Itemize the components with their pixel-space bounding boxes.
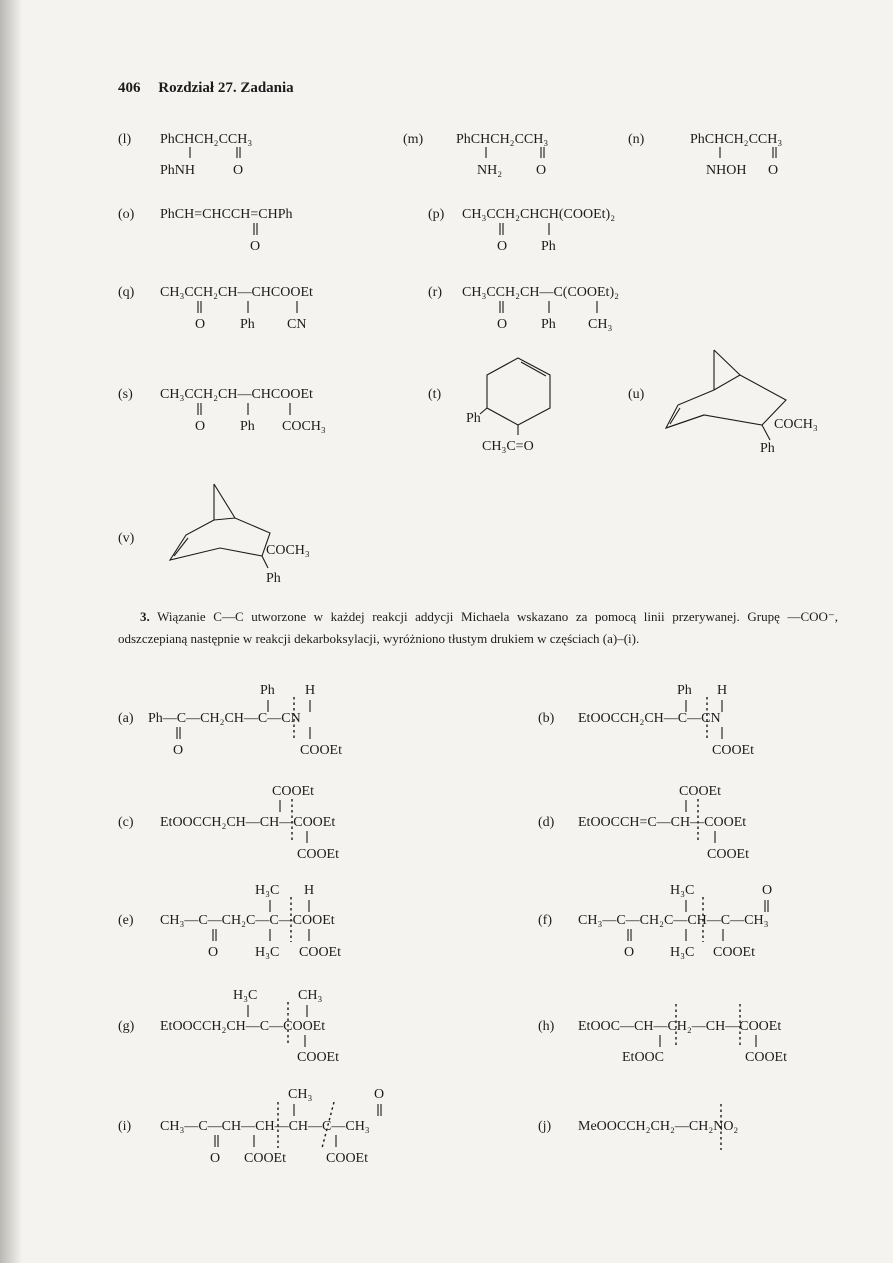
formula-3g-main: EtOOCCH₂CH—C—COOEt	[160, 1019, 326, 1034]
label-3h: (h)	[538, 1019, 555, 1034]
label-s: (s)	[118, 387, 133, 402]
formula-3a-sub: O	[173, 743, 184, 758]
formula-p-main: CH₃CCH₂CHCH(COOEt)₂	[462, 207, 616, 222]
formula-v	[118, 484, 310, 586]
formula-s-main: CH₃CCH₂CH—CHCOOEt	[160, 387, 313, 402]
formula-3d	[538, 784, 749, 862]
formula-3g-top: H₃C	[233, 988, 258, 1003]
formula-v-sub: COCH₃	[266, 543, 310, 558]
label-3c: (c)	[118, 815, 134, 830]
formula-3a-main: Ph—C—CH₂CH—C—CN	[148, 711, 301, 726]
formula-u-sub: Ph	[760, 441, 775, 456]
formula-3c	[118, 784, 339, 862]
formula-r-sub: O	[497, 317, 508, 332]
formula-3d-sub: COOEt	[707, 847, 749, 862]
formula-3a-sub: COOEt	[300, 743, 342, 758]
formula-3e-sub: H₃C	[255, 945, 280, 960]
formula-3f-sub: O	[624, 945, 635, 960]
label-3d: (d)	[538, 815, 555, 830]
label-r: (r)	[428, 285, 442, 300]
label-o: (o)	[118, 207, 135, 222]
formula-3b-sub: COOEt	[712, 743, 754, 758]
formula-3b	[538, 683, 754, 758]
formula-3h-sub: EtOOC	[622, 1050, 664, 1065]
label-t: (t)	[428, 387, 442, 402]
formula-3d-main: EtOOCCH=C—CH—COOEt	[578, 815, 747, 830]
formula-3i-sub: O	[210, 1151, 221, 1166]
formula-o-sub: O	[250, 239, 261, 254]
formula-l	[118, 132, 252, 178]
formula-3g-sub: COOEt	[297, 1050, 339, 1065]
formula-o-main: PhCH=CHCCH=CHPh	[160, 207, 293, 222]
formula-v-sub: Ph	[266, 571, 281, 586]
label-3b: (b)	[538, 711, 555, 726]
formula-3i-top: CH₃	[288, 1087, 313, 1102]
formula-3a-top: Ph	[260, 683, 275, 698]
formula-3e-sub: COOEt	[299, 945, 341, 960]
formula-3g	[118, 988, 339, 1065]
formula-u-sub: COCH₃	[774, 417, 818, 432]
formula-p-sub: O	[497, 239, 508, 254]
formula-3g-top: CH₃	[298, 988, 323, 1003]
formula-m-sub: O	[536, 163, 547, 178]
formula-t-sub: Ph	[466, 411, 481, 426]
formula-q	[118, 285, 313, 332]
formula-p	[428, 207, 615, 254]
formula-3b-main: EtOOCCH₂CH—C—CN	[578, 711, 721, 726]
problem-3-number: 3.	[140, 609, 150, 624]
label-u: (u)	[628, 387, 645, 402]
formula-n	[628, 132, 782, 178]
label-3j: (j)	[538, 1119, 552, 1134]
label-q: (q)	[118, 285, 135, 300]
label-n: (n)	[628, 132, 645, 147]
formula-3f	[538, 883, 772, 960]
formula-3a-top: H	[305, 683, 316, 698]
label-l: (l)	[118, 132, 132, 147]
label-3i: (i)	[118, 1119, 132, 1134]
formula-n-main: PhCHCH₂CCH₃	[690, 132, 783, 147]
formula-u	[628, 350, 818, 456]
formula-3i-main: CH₃—C—CH—CH—CH—C—CH₃	[160, 1119, 370, 1134]
formula-n-sub: O	[768, 163, 779, 178]
formula-3f-top: H₃C	[670, 883, 695, 898]
formula-3i-sub: COOEt	[326, 1151, 368, 1166]
cyclohexene-ring	[487, 358, 550, 425]
label-m: (m)	[403, 132, 424, 147]
formula-3f-main: CH₃—C—CH₂C—CH—C—CH₃	[578, 913, 769, 928]
formula-s	[118, 387, 326, 434]
formula-p-sub: Ph	[541, 239, 556, 254]
formula-3h-sub: COOEt	[745, 1050, 787, 1065]
formula-t-sub: CH₃C=O	[482, 439, 534, 454]
formula-l-sub: PhNH	[160, 163, 196, 178]
formula-3h	[538, 1004, 787, 1065]
formula-3e-top: H₃C	[255, 883, 280, 898]
formula-3a	[118, 683, 342, 758]
label-v: (v)	[118, 531, 135, 546]
formula-3f-top: O	[762, 883, 773, 898]
label-p: (p)	[428, 207, 445, 222]
formula-3i-sub: COOEt	[244, 1151, 286, 1166]
formula-3e-main: CH₃—C—CH₂C—C—COOEt	[160, 913, 335, 928]
formula-3b-top: H	[717, 683, 728, 698]
formula-3j	[538, 1104, 738, 1150]
label-3f: (f)	[538, 913, 552, 928]
problem-3-description: Wiązanie C—C utworzone w każdej reakcji addycji Michaela wskazano za pomocą linii przerywanej. Grupę —COO⁻, odszczepianą następnie w reakcji dekarboksylacji, wyróżniono tłustym drukiem w częściach (a)–(i).	[118, 609, 839, 646]
formula-r-sub: Ph	[541, 317, 556, 332]
formula-q-sub: O	[195, 317, 206, 332]
formula-l-main: PhCHCH₂CCH₃	[160, 132, 253, 147]
formula-l-sub: O	[233, 163, 244, 178]
formula-3c-sub: COOEt	[297, 847, 339, 862]
formula-m-main: PhCHCH₂CCH₃	[456, 132, 549, 147]
formula-t	[428, 358, 550, 454]
formula-r-sub: CH₃	[588, 317, 613, 332]
formula-s-sub: O	[195, 419, 206, 434]
formula-o	[118, 207, 293, 254]
formula-3b-top: Ph	[677, 683, 692, 698]
formula-3h-main: EtOOC—CH—CH₂—CH—COOEt	[578, 1019, 782, 1034]
formula-3e-sub: O	[208, 945, 219, 960]
formula-3f-sub: H₃C	[670, 945, 695, 960]
formula-r	[428, 285, 619, 332]
formula-3e-top: H	[304, 883, 315, 898]
formula-3c-top: COOEt	[272, 784, 314, 799]
chapter-title: Rozdział 27. Zadania	[158, 80, 294, 96]
formula-3d-top: COOEt	[679, 784, 721, 799]
formula-3c-main: EtOOCCH₂CH—CH—COOEt	[160, 815, 336, 830]
problem-3-text	[118, 606, 838, 650]
formula-3i-top: O	[374, 1087, 385, 1102]
formula-3f-sub: COOEt	[713, 945, 755, 960]
formula-m	[403, 132, 548, 178]
formula-3e	[118, 883, 341, 960]
page-number: 406	[118, 80, 141, 96]
formula-m-sub: NH₂	[477, 163, 503, 178]
label-3a: (a)	[118, 711, 134, 726]
formula-q-main: CH₃CCH₂CH—CHCOOEt	[160, 285, 313, 300]
formula-n-sub: NHOH	[706, 163, 747, 178]
formula-s-sub: Ph	[240, 419, 255, 434]
formula-3i	[118, 1087, 384, 1166]
label-3e: (e)	[118, 913, 134, 928]
formula-q-sub: CN	[287, 317, 307, 332]
formula-q-sub: Ph	[240, 317, 255, 332]
formula-3j-main: MeOOCCH₂CH₂—CH₂NO₂	[578, 1119, 739, 1134]
formula-s-sub: COCH₃	[282, 419, 326, 434]
label-3g: (g)	[118, 1019, 135, 1034]
formula-r-main: CH₃CCH₂CH—C(COOEt)₂	[462, 285, 619, 300]
